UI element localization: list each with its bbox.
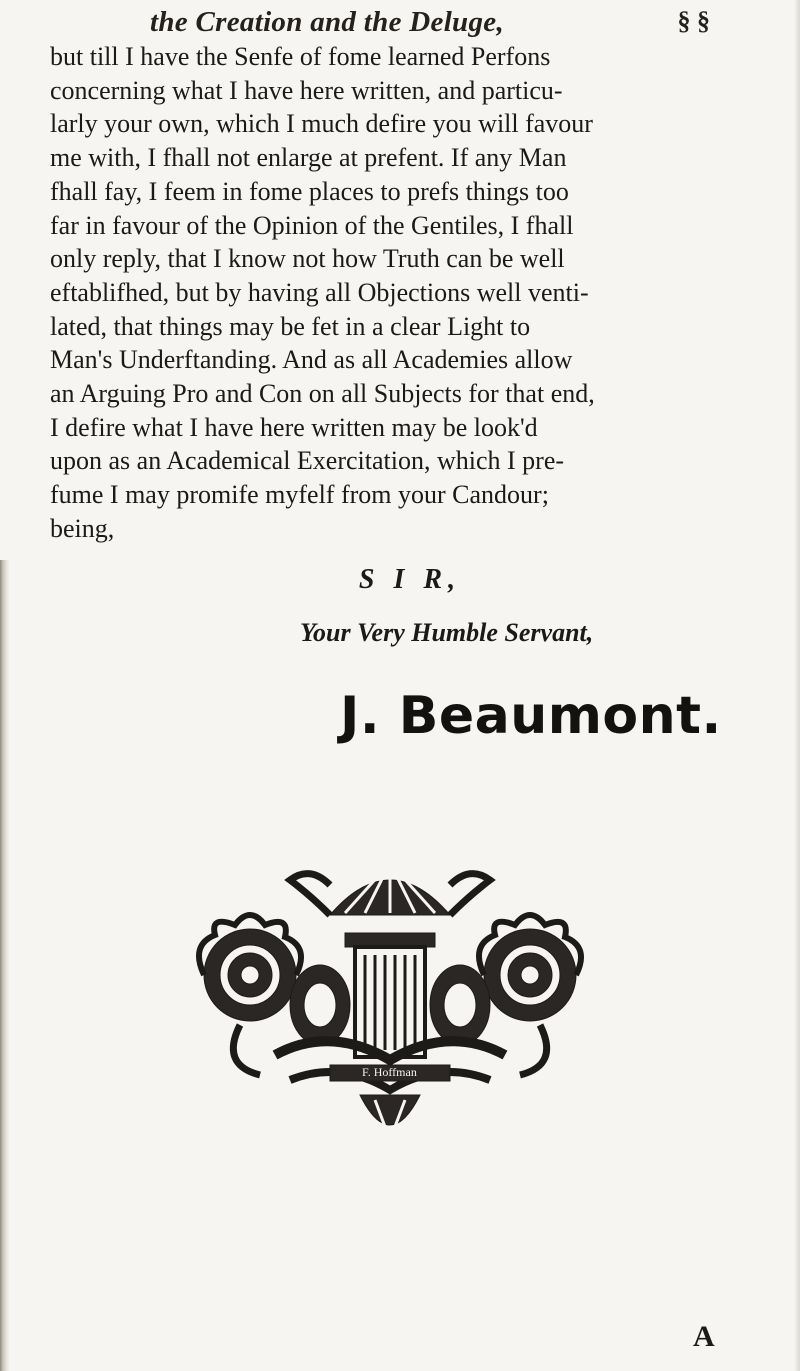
catchword: A <box>693 1320 715 1353</box>
text-line: I defire what I have here written may be look'd <box>50 412 538 442</box>
running-title: the Creation and the Deluge, <box>150 6 505 38</box>
text-line: larly your own, which I much defire you will favour <box>50 109 593 139</box>
left-rose-icon <box>199 915 301 1021</box>
page-number: § § <box>677 6 710 35</box>
crest-shell-icon <box>290 863 490 915</box>
text-line: fume I may promife myfelf from your Candour; <box>50 480 549 510</box>
text-line: fhall fay, I feem in fome places to prefs things too <box>50 176 569 206</box>
text-line: concerning what I have here written, and particu- <box>50 75 563 105</box>
running-header <box>150 6 710 42</box>
text-line: Man's Underftanding. And as all Academies allow <box>50 345 573 375</box>
closing-line: Your Very Humble Servant, <box>300 618 594 647</box>
text-line: eftablifhed, but by having all Objections well venti- <box>50 277 589 307</box>
text-line: an Arguing Pro and Con on all Subjects for that end, <box>50 379 595 409</box>
text-line: being, <box>50 513 115 543</box>
salutation: S I R, <box>358 564 462 595</box>
text-line: upon as an Academical Exercitation, which I pre- <box>50 446 565 476</box>
page-edge-shadow <box>794 0 800 1371</box>
text-line: far in favour of the Opinion of the Gentiles, I fhall <box>50 210 574 240</box>
text-line: only reply, that I know not how Truth can be well <box>50 244 565 274</box>
text-line: me with, I fhall not enlarge at prefent. If any Man <box>50 143 567 173</box>
woodcut-headpiece-ornament <box>180 855 600 1155</box>
binding-edge <box>0 560 10 1371</box>
signature: J. Beaumont. <box>340 686 722 746</box>
letter-body <box>50 40 790 546</box>
right-rose-icon <box>479 915 581 1021</box>
text-line: lated, that things may be fet in a clear Light to <box>50 311 531 341</box>
engraver-inscription: F. Hoffman <box>362 1065 417 1079</box>
text-line: but till I have the Senfe of fome learned Perfons <box>50 42 551 71</box>
